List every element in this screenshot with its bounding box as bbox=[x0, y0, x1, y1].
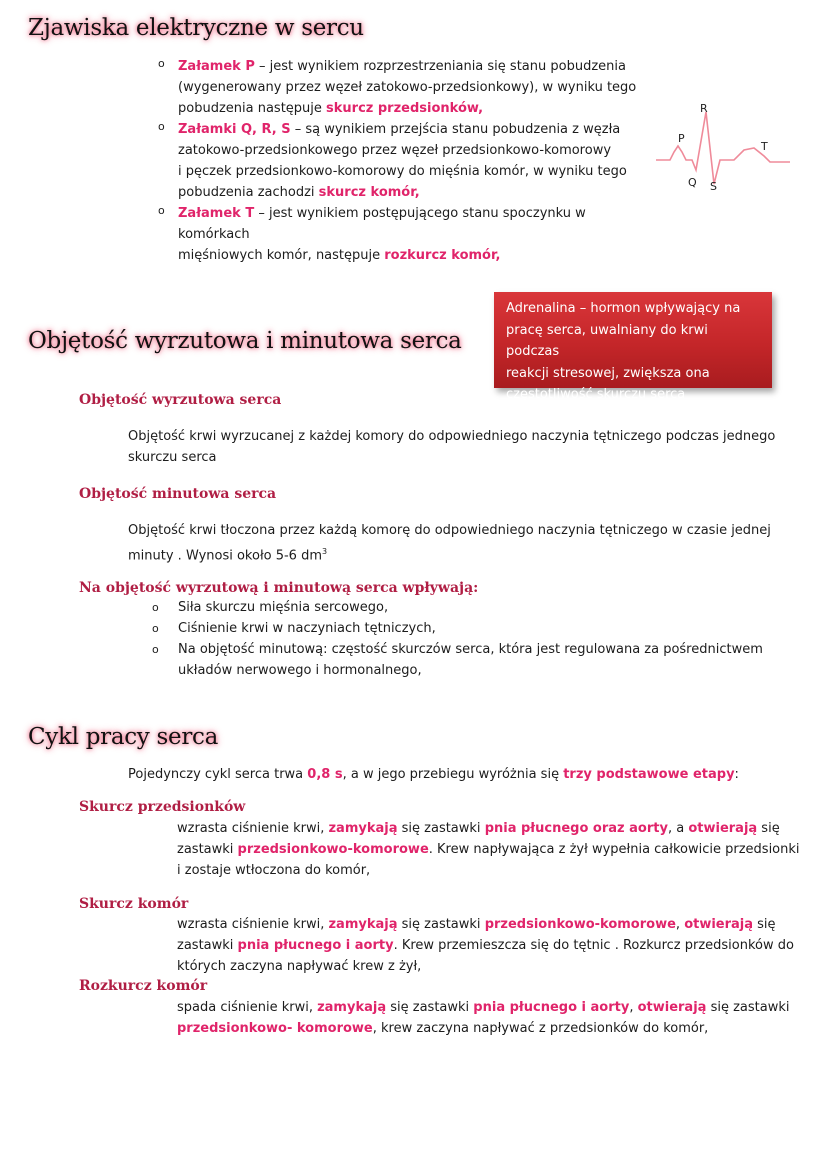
wave-item-qrs bbox=[158, 119, 638, 203]
text-span: się zastawki bbox=[706, 1000, 790, 1015]
highlight-text: rozkurcz komór, bbox=[384, 248, 501, 263]
highlight-text: pnia płucnego oraz aorty bbox=[484, 821, 668, 836]
phase-body-ventricular-diastole bbox=[177, 997, 789, 1039]
highlight-text: zamykają bbox=[328, 917, 398, 932]
text-span: spada ciśnienie krwi, bbox=[177, 1000, 318, 1015]
phase-heading-atrial-systole: Skurcz przedsionków bbox=[79, 799, 246, 815]
callout-line: Adrenalina – hormon wpływający na bbox=[506, 301, 741, 316]
text-line bbox=[178, 56, 638, 77]
phase-body-atrial-systole bbox=[177, 818, 800, 881]
text-span: mięśniowych komór, następuje bbox=[178, 248, 385, 263]
ekg-label-q: Q bbox=[688, 176, 697, 189]
text-span: Pojedynczy cykl serca trwa bbox=[128, 767, 308, 782]
text-span: – są wynikiem przejścia stanu pobudzenia z węzła bbox=[290, 122, 621, 137]
highlight-text: przedsionkowo-komorowe bbox=[484, 917, 676, 932]
text-span: zastawki bbox=[177, 938, 238, 953]
highlight-text: otwierają bbox=[684, 917, 754, 932]
section-title-electrical: Zjawiska elektryczne w sercu bbox=[28, 15, 364, 41]
text-span: zastawki bbox=[177, 842, 238, 857]
text-span: . Krew przemieszcza się do tętnic . Rozkurcz przedsionków do bbox=[393, 938, 794, 953]
highlight-text: skurcz przedsionków, bbox=[326, 101, 484, 116]
ekg-label-s: S bbox=[710, 180, 717, 193]
highlight-text: przedsionkowo- komorowe bbox=[177, 1021, 373, 1036]
text-span: : bbox=[734, 767, 739, 782]
text-span: i zostaje wtłoczona do komór, bbox=[177, 863, 371, 878]
text-line bbox=[177, 1018, 789, 1039]
text-line bbox=[177, 997, 789, 1018]
text-line: Objętość krwi wyrzucanej z każdej komory do odpowiedniego naczynia tętniczego podczas jednego bbox=[128, 429, 776, 444]
section-title-cycle: Cykl pracy serca bbox=[28, 724, 219, 750]
subheading-factors: Na objętość wyrzutową i minutową serca wpływają: bbox=[79, 580, 479, 596]
text-span: pobudzenia następuje bbox=[178, 101, 327, 116]
text-line bbox=[177, 956, 794, 977]
ekg-label-p: P bbox=[678, 132, 685, 145]
subheading-minute-volume: Objętość minutowa serca bbox=[79, 486, 277, 502]
text-line bbox=[177, 914, 794, 935]
text-line bbox=[178, 98, 638, 119]
highlight-text: otwierają bbox=[637, 1000, 707, 1015]
text-span: – jest wynikiem postępującego stanu spoczynku w komórkach bbox=[178, 206, 586, 242]
cycle-intro bbox=[128, 764, 739, 785]
text-line bbox=[177, 839, 800, 860]
adrenaline-callout bbox=[494, 292, 772, 402]
text-span: minuty . Wynosi około 5-6 dm bbox=[128, 548, 323, 564]
ekg-label-t: T bbox=[761, 140, 768, 153]
text-span: się bbox=[753, 917, 776, 932]
text-span: zatokowo-przedsionkowego przez węzeł przedsionkowo-komorowy bbox=[178, 143, 612, 158]
section-title-volume: Objętość wyrzutowa i minutowa serca bbox=[28, 328, 462, 354]
highlight-text: Załamek T bbox=[178, 206, 255, 221]
bullet-icon: o bbox=[152, 622, 159, 635]
text-span: wzrasta ciśnienie krwi, bbox=[177, 821, 329, 836]
text-line bbox=[128, 541, 771, 566]
text-line bbox=[178, 245, 638, 266]
highlight-text: Załamek P bbox=[178, 59, 255, 74]
list-item bbox=[152, 618, 763, 639]
superscript: 3 bbox=[322, 547, 328, 556]
subheading-stroke-volume: Objętość wyrzutowa serca bbox=[79, 392, 282, 408]
ekg-diagram bbox=[650, 100, 800, 200]
callout-line: pracę serca, uwalniany do krwi podczas bbox=[506, 322, 708, 359]
highlight-text: otwierają bbox=[688, 821, 758, 836]
text-line bbox=[178, 77, 638, 98]
minute-volume-definition bbox=[128, 520, 771, 566]
text-span: , krew zaczyna napływać z przedsionków do komór, bbox=[372, 1021, 709, 1036]
text-span: których zaczyna napływać krew z żył, bbox=[177, 959, 422, 974]
callout-line: reakcji stresowej, zwiększa ona bbox=[506, 365, 710, 381]
text-span: i pęczek przedsionkowo-komorowy do mięśnia komór, w wyniku tego bbox=[178, 164, 627, 179]
bullet-icon: o bbox=[158, 57, 165, 70]
text-span: – jest wynikiem rozprzestrzeniania się stanu pobudzenia bbox=[254, 59, 626, 74]
list-item bbox=[152, 639, 763, 681]
stroke-volume-definition bbox=[128, 426, 775, 468]
highlight-text: pnia płucnego i aorty bbox=[473, 1000, 630, 1015]
bullet-icon: o bbox=[158, 204, 165, 217]
highlight-text: trzy podstawowe etapy bbox=[563, 767, 735, 782]
text-span: , a bbox=[667, 821, 689, 836]
text-span: się bbox=[757, 821, 780, 836]
text-line bbox=[177, 818, 800, 839]
highlight-text: Załamki Q, R, S bbox=[178, 122, 291, 137]
phase-heading-ventricular-diastole: Rozkurcz komór bbox=[79, 978, 208, 994]
highlight-text: zamykają bbox=[317, 1000, 387, 1015]
list-item bbox=[152, 597, 763, 618]
text-span: wzrasta ciśnienie krwi, bbox=[177, 917, 329, 932]
phase-heading-ventricular-systole: Skurcz komór bbox=[79, 896, 189, 912]
ekg-trace bbox=[650, 100, 800, 200]
text-line: Objętość krwi tłoczona przez każdą komorę do odpowiedniego naczynia tętniczego w czasie jednej bbox=[128, 523, 771, 538]
text-line bbox=[178, 161, 638, 182]
bullet-icon: o bbox=[158, 120, 165, 133]
callout-line: częstotliwość skurczu serca bbox=[506, 387, 686, 402]
text-span: się zastawki bbox=[397, 917, 485, 932]
factors-list bbox=[152, 597, 763, 681]
bullet-icon: o bbox=[152, 643, 159, 656]
text-line bbox=[177, 935, 794, 956]
wave-item-t bbox=[158, 203, 638, 266]
text-span: pobudzenia zachodzi bbox=[178, 185, 319, 200]
text-span: się zastawki bbox=[397, 821, 485, 836]
bullet-icon: o bbox=[152, 601, 159, 614]
text-span: . Krew napływająca z żył wypełnia całkowicie przedsionki bbox=[428, 842, 800, 857]
text-line bbox=[177, 860, 800, 881]
highlight-text: pnia płucnego i aorty bbox=[237, 938, 394, 953]
text-line: Ciśnienie krwi w naczyniach tętniczych, bbox=[178, 621, 436, 636]
text-span: , bbox=[675, 917, 685, 932]
text-line: układów nerwowego i hormonalnego, bbox=[178, 663, 422, 678]
highlight-text: 0,8 s bbox=[307, 767, 343, 782]
wave-item-p bbox=[158, 56, 638, 119]
text-line bbox=[178, 182, 638, 203]
text-line: Siła skurczu mięśnia sercowego, bbox=[178, 600, 389, 615]
text-line bbox=[178, 203, 638, 245]
wave-list bbox=[158, 56, 638, 266]
highlight-text: skurcz komór, bbox=[318, 185, 420, 200]
text-span: się zastawki bbox=[386, 1000, 474, 1015]
phase-body-ventricular-systole bbox=[177, 914, 794, 977]
text-line: skurczu serca bbox=[128, 450, 217, 465]
text-span: , bbox=[629, 1000, 638, 1015]
highlight-text: przedsionkowo-komorowe bbox=[237, 842, 429, 857]
highlight-text: zamykają bbox=[328, 821, 398, 836]
text-span: , a w jego przebiegu wyróżnia się bbox=[342, 767, 564, 782]
text-span: (wygenerowany przez węzeł zatokowo-przedsionkowy), w wyniku tego bbox=[178, 80, 637, 95]
text-line bbox=[178, 119, 638, 140]
text-line bbox=[178, 140, 638, 161]
ekg-label-r: R bbox=[700, 102, 708, 115]
text-line: Na objętość minutową: częstość skurczów serca, która jest regulowana za pośrednictwem bbox=[178, 642, 763, 657]
